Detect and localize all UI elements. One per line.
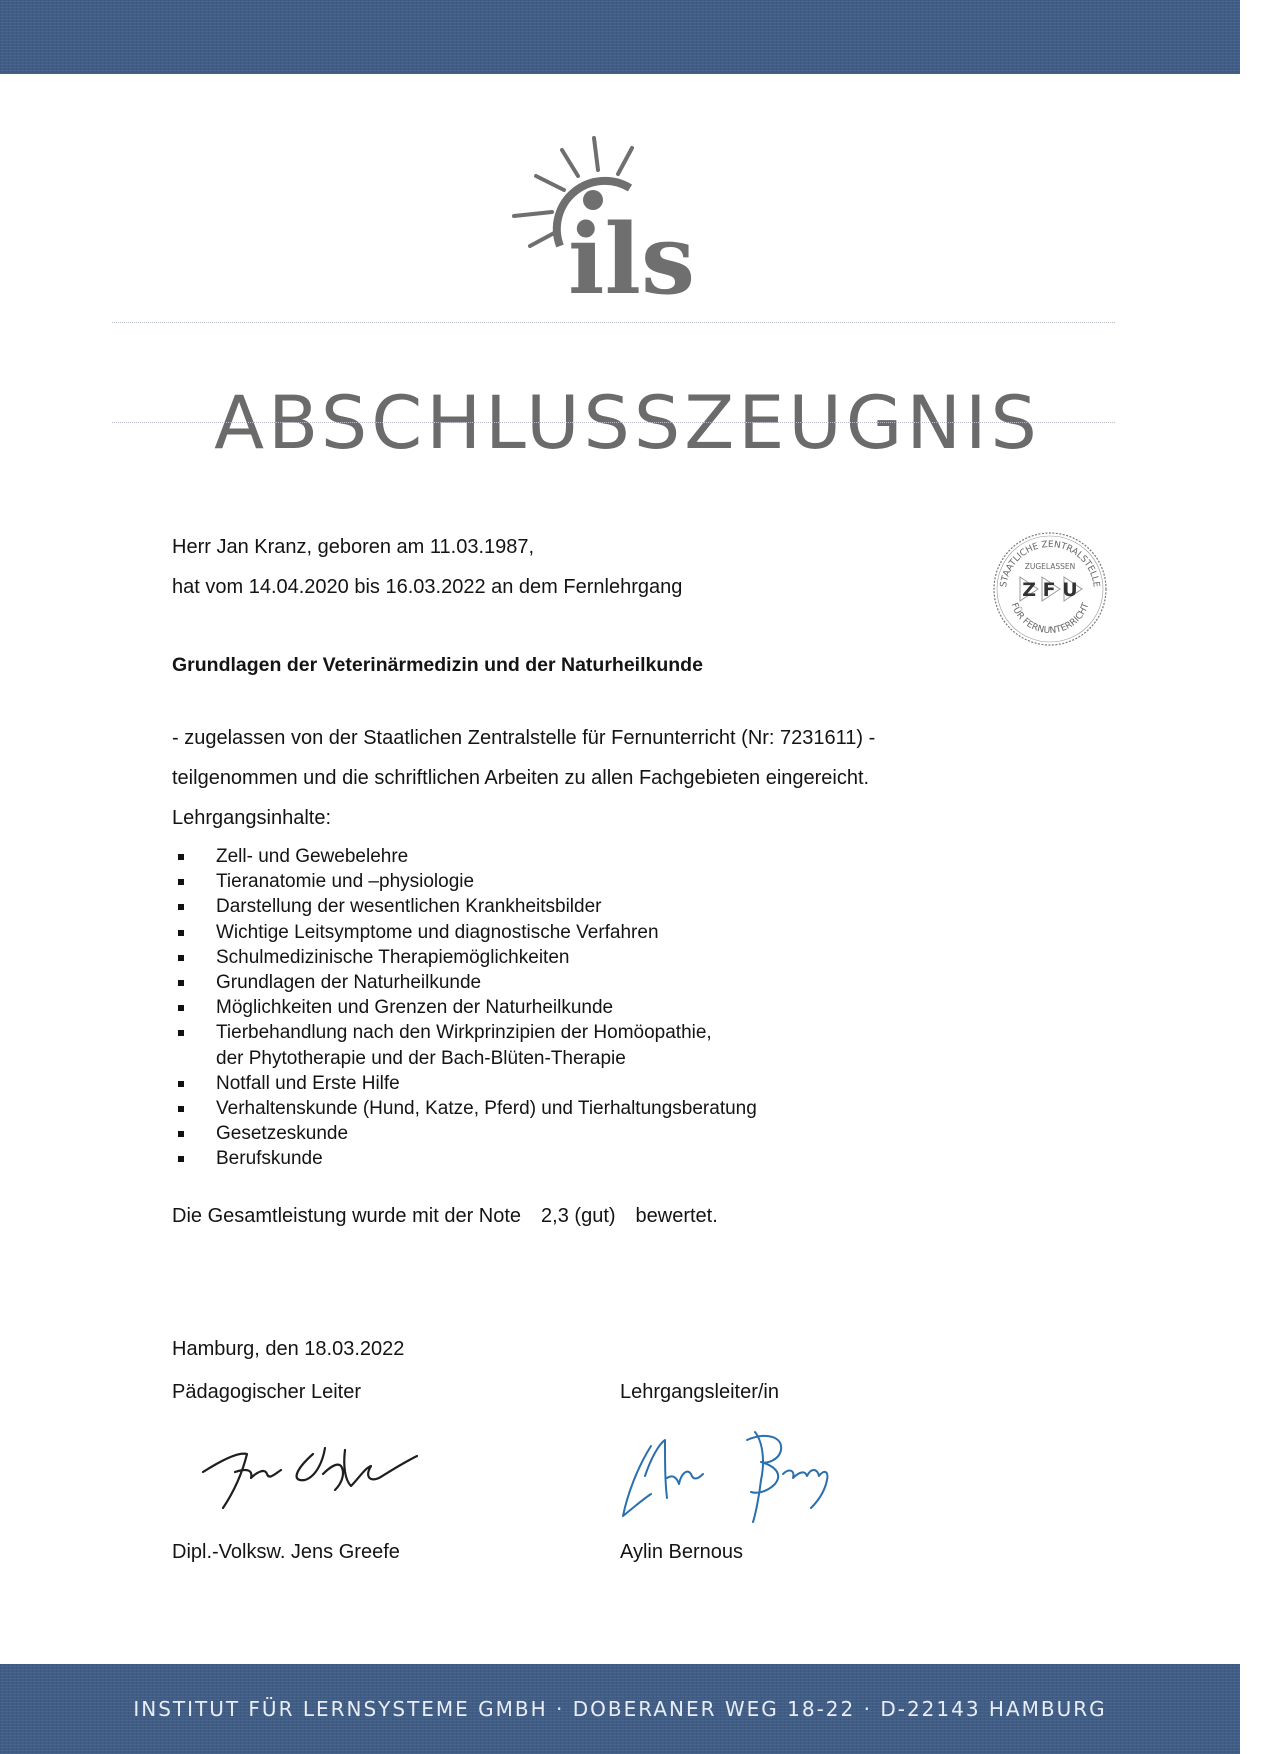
grade-value: 2,3 (gut) <box>541 1205 616 1227</box>
left-signer-name: Dipl.-Volksw. Jens Greefe <box>172 1541 400 1563</box>
grade-line <box>172 1205 718 1228</box>
list-item: Schulmedizinische Therapiemöglichkeiten <box>178 945 757 970</box>
footer-address: INSTITUT FÜR LERNSYSTEME GMBH · DOBERANER WEG 18-22 · D-22143 HAMBURG <box>133 1697 1107 1721</box>
course-contents-list <box>178 844 757 1172</box>
list-item: Berufskunde <box>178 1146 757 1171</box>
page-title: ABSCHLUSSZEUGNIS <box>214 380 1041 466</box>
period-line: hat vom 14.04.2020 bis 16.03.2022 an dem Fernlehrgang <box>172 576 683 598</box>
approval-line: - zugelassen von der Staatlichen Zentralstelle für Fernunterricht (Nr: 7231611) - <box>172 727 876 749</box>
signature-aylin-bernous <box>615 1418 845 1528</box>
left-signer-role: Pädagogischer Leiter <box>172 1381 362 1403</box>
signature-jens-greefe <box>195 1420 425 1520</box>
grade-prefix: Die Gesamtleistung wurde mit der Note <box>172 1205 522 1227</box>
seal-bottom-text: FÜR FERNUNTERRICHT <box>1008 601 1092 637</box>
header-band <box>0 0 1240 74</box>
seal-middle-text: ZUGELASSEN <box>1024 562 1076 571</box>
right-signer-role: Lehrgangsleiter/in <box>620 1381 779 1403</box>
title-bottom-rule <box>112 422 1115 423</box>
place-date: Hamburg, den 18.03.2022 <box>172 1338 405 1360</box>
list-item-line2: der Phytotherapie und der Bach-Blüten-Therapie <box>216 1047 626 1069</box>
list-item: Grundlagen der Naturheilkunde <box>178 970 757 995</box>
title-top-rule <box>112 322 1115 323</box>
person-line: Herr Jan Kranz, geboren am 11.03.1987, <box>172 536 535 558</box>
list-item-multiline <box>178 1020 757 1070</box>
course-title: Grundlagen der Veterinärmedizin und der Naturheilkunde <box>172 654 703 676</box>
list-item: Verhaltenskunde (Hund, Katze, Pferd) und Tierhaltungsberatung <box>178 1096 757 1121</box>
list-item: Zell- und Gewebelehre <box>178 844 757 869</box>
svg-text:FÜR FERNUNTERRICHT <box>1009 601 1092 636</box>
list-item: Notfall und Erste Hilfe <box>178 1071 757 1096</box>
list-item: Tieranatomie und –physiologie <box>178 869 757 894</box>
list-item: Darstellung der wesentlichen Krankheitsbilder <box>178 894 757 919</box>
list-item-line1: Tierbehandlung nach den Wirkprinzipien der Homöopathie, <box>216 1022 712 1044</box>
zfu-seal <box>990 529 1110 649</box>
right-signer-name: Aylin Bernous <box>620 1541 744 1563</box>
footer-band <box>0 1664 1240 1754</box>
grade-suffix: bewertet. <box>635 1205 718 1227</box>
list-item: Gesetzeskunde <box>178 1121 757 1146</box>
ils-logo <box>508 128 718 303</box>
list-item: Wichtige Leitsymptome und diagnostische Verfahren <box>178 920 757 945</box>
contents-heading: Lehrgangsinhalte: <box>172 807 332 829</box>
seal-top-text: STAATLICHE ZENTRALSTELLE <box>999 539 1101 588</box>
list-item: Möglichkeiten und Grenzen der Naturheilkunde <box>178 995 757 1020</box>
seal-letters: Z F U <box>1022 579 1078 601</box>
participation-line: teilgenommen und die schriftlichen Arbeiten zu allen Fachgebieten eingereicht. <box>172 767 870 789</box>
logo-text: ils <box>568 203 695 303</box>
